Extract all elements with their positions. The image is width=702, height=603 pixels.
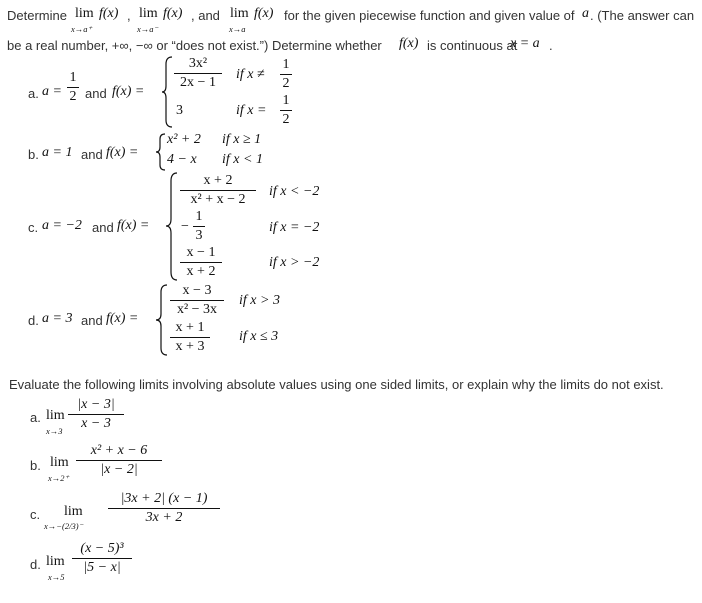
limit-d-lim: lim <box>46 554 65 569</box>
problem-b-brace <box>156 133 166 171</box>
limit-a-label: a. <box>30 410 41 425</box>
problem-c-piece1-condition: if x < −2 <box>269 184 320 199</box>
intro-lim-left: lim <box>139 6 158 21</box>
intro-line2a: be a real number, +∞, −∞ or “does not exist.”) Determine whether <box>7 38 382 53</box>
problem-a-brace <box>162 56 174 128</box>
problem-a-fx: f(x) = <box>112 84 145 99</box>
problem-b-fx: f(x) = <box>106 145 139 160</box>
problem-c-piece1-fraction: x + 2 x² + x − 2 <box>180 173 256 208</box>
limit-d-sub: x→5 <box>48 572 65 582</box>
limit-a-sub: x→3 <box>46 426 63 436</box>
problem-c-brace <box>166 172 178 282</box>
problem-b-piece1-value: x² + 2 <box>167 132 201 147</box>
problem-d-piece1-fraction: x − 3 x² − 3x <box>170 283 224 318</box>
problem-d-value: a = 3 <box>42 311 73 326</box>
problem-a-value: a = <box>42 84 62 99</box>
problem-a-piece1-cond-fraction: 1 2 <box>280 57 292 92</box>
problem-c-piece2-fraction: 1 3 <box>193 209 205 244</box>
problem-d-label: d. <box>28 313 39 328</box>
problem-c-piece3-fraction: x − 1 x + 2 <box>180 245 222 280</box>
problem-c-piece2-sign: − <box>181 219 189 234</box>
intro-lim-both: lim <box>230 6 249 21</box>
intro-line2b: is continuous at <box>427 38 518 53</box>
intro-lim-right: lim <box>75 6 94 21</box>
problem-b-value: a = 1 <box>42 145 73 160</box>
intro-rest1b: . (The answer can <box>590 8 695 23</box>
problem-b-piece2-condition: if x < 1 <box>222 152 263 167</box>
section2-instruction: Evaluate the following limits involving absolute values using one sided limits, or explain why the limits do not exist. <box>9 377 664 392</box>
problem-b-piece2-value: 4 − x <box>167 152 197 167</box>
limit-c-label: c. <box>30 507 41 522</box>
limit-b-fraction: x² + x − 6 |x − 2| <box>76 443 162 478</box>
limit-d-fraction: (x − 5)³ |5 − x| <box>72 541 132 576</box>
problem-a-piece1-condition: if x ≠ <box>236 67 265 82</box>
intro-lim-both-sub: x→a <box>229 24 246 34</box>
problem-c-fx: f(x) = <box>117 218 150 233</box>
intro-fx-3: f(x) <box>254 6 274 21</box>
problem-d-brace <box>156 284 168 356</box>
problem-a-piece1-fraction: 3x² 2x − 1 <box>174 56 222 91</box>
limit-c-sub: x→−(2/3)⁻ <box>44 521 84 531</box>
intro-lim-right-sub: x→a⁺ <box>71 24 93 34</box>
limit-c-lim: lim <box>64 504 83 519</box>
problem-a-label: a. <box>28 86 39 101</box>
problem-b-and: and <box>81 147 103 162</box>
intro-a-var: a <box>582 6 589 21</box>
intro-fx-4: f(x) <box>399 36 419 51</box>
intro-fx-1: f(x) <box>99 6 119 21</box>
problem-a-piece2-condition: if x = <box>236 103 267 118</box>
problem-d-fx: f(x) = <box>106 311 139 326</box>
problem-b-label: b. <box>28 147 39 162</box>
problem-a-piece2-cond-fraction: 1 2 <box>280 93 292 128</box>
limit-d-label: d. <box>30 557 41 572</box>
problem-d-and: and <box>81 313 103 328</box>
intro-lim-left-sub: x→a⁻ <box>137 24 159 34</box>
limit-b-label: b. <box>30 458 41 473</box>
limit-c-fraction: |3x + 2| (x − 1) 3x + 2 <box>108 491 220 526</box>
problem-a-a-fraction: 1 2 <box>67 70 79 105</box>
intro-period: . <box>549 38 553 53</box>
problem-d-piece2-condition: if x ≤ 3 <box>239 329 279 344</box>
intro-fx-2: f(x) <box>163 6 183 21</box>
intro-determine: Determine <box>7 8 67 23</box>
problem-d-piece1-condition: if x > 3 <box>239 293 280 308</box>
limit-b-lim: lim <box>50 455 69 470</box>
intro-eq: x = a <box>510 36 540 51</box>
problem-c-label: c. <box>28 220 39 235</box>
intro-rest1: for the given piecewise function and given value of <box>284 8 575 23</box>
limit-a-fraction: |x − 3| x − 3 <box>68 397 124 432</box>
limit-a-lim: lim <box>46 408 65 423</box>
problem-c-piece2-condition: if x = −2 <box>269 220 320 235</box>
problem-a-and: and <box>85 86 107 101</box>
problem-c-value: a = −2 <box>42 218 82 233</box>
problem-b-piece1-condition: if x ≥ 1 <box>222 132 262 147</box>
problem-c-and: and <box>92 220 114 235</box>
intro-comma: , <box>127 8 131 23</box>
problem-a-piece2-value: 3 <box>176 103 183 118</box>
problem-d-piece2-fraction: x + 1 x + 3 <box>170 320 210 355</box>
problem-c-piece3-condition: if x > −2 <box>269 255 320 270</box>
intro-and: , and <box>191 8 220 23</box>
limit-b-sub: x→2⁺ <box>48 473 70 483</box>
